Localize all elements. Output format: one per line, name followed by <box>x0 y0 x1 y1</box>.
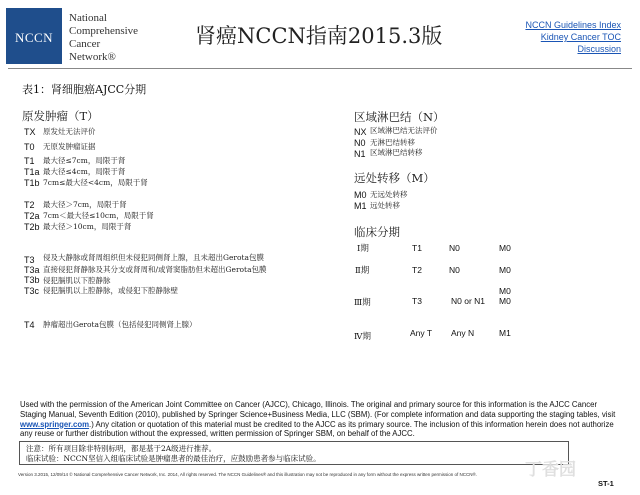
stage-n: N0 <box>449 243 460 253</box>
n-code: NX <box>354 127 367 137</box>
stage-m: M1 <box>499 328 511 338</box>
discussion-link[interactable]: Discussion <box>577 44 621 54</box>
metastasis-heading: 远处转移（M） <box>354 171 435 185</box>
guidelines-index-link[interactable]: NCCN Guidelines Index <box>525 20 621 30</box>
t-code: T2 <box>24 200 35 210</box>
clinical-stage-heading: 临床分期 <box>354 225 400 239</box>
stage-label: Ⅲ期 <box>354 298 371 308</box>
stage-t: T1 <box>412 243 422 253</box>
stage-t: T3 <box>412 296 422 306</box>
organization-name <box>69 12 138 64</box>
m-description: 远处转移 <box>370 201 400 210</box>
springer-link[interactable]: www.springer.com <box>20 419 90 429</box>
page-number: ST-1 <box>598 479 614 488</box>
stage-label: Ⅳ期 <box>354 332 371 342</box>
t-description: 最大径＞10cm，局限于肾 <box>43 222 132 231</box>
stage-m: M0 <box>499 296 511 306</box>
n-description: 区域淋巴结无法评价 <box>370 126 438 135</box>
t-description: 直接侵犯肾静脉及其分支或肾周和/或肾窦脂肪但未超出Gerota包膜 <box>43 265 267 274</box>
t-code: T3a <box>24 265 40 275</box>
logo-text: NCCN <box>14 30 54 45</box>
permission-text <box>20 400 625 439</box>
t-description: 侵及大静脉或肾周组织但未侵犯同侧肾上腺，且未超出Gerota包膜 <box>43 253 265 262</box>
t-code: T3 <box>24 255 35 265</box>
t-code: T4 <box>24 320 35 330</box>
stage-n: Any N <box>451 328 475 338</box>
t-description: 7cm≤最大径<4cm，局限于肾 <box>43 178 148 187</box>
stage-n: N0 or N1 <box>451 296 486 306</box>
t-description: 原发灶无法评价 <box>43 127 96 136</box>
m-description: 无远处转移 <box>370 190 408 199</box>
header-divider <box>8 68 632 69</box>
watermark: 丁香园 <box>525 460 576 479</box>
org-line: National <box>69 12 107 24</box>
table-caption: 表1：肾细胞癌AJCC分期 <box>22 83 147 96</box>
t-code: T3c <box>24 286 40 296</box>
n-description: 区域淋巴结转移 <box>370 148 423 157</box>
org-line: Cancer <box>69 38 101 50</box>
t-description: 肿瘤超出Gerota包膜（包括侵犯同侧肾上腺） <box>43 320 197 329</box>
t-code: T1a <box>24 167 40 177</box>
permission-text-end: .) Any citation or quotation of this material must be credited to the AJCC as its primary source. The inclusion of this information herein does not authorize any reuse or further distribution without the expressed, written permission of Springer SBM, on behalf of the AJCC. <box>20 419 614 439</box>
n-code: N0 <box>354 138 366 148</box>
top-links <box>525 19 621 55</box>
stage-m: M0 <box>499 265 511 275</box>
note-evidence: 注意：所有项目除非特别标明，都是基于2A级进行推荐。 <box>26 444 217 453</box>
note-clinical-trials: 临床试验：NCCN坚信入组临床试验是肿瘤患者的最佳治疗，应鼓励患者参与临床试验。 <box>26 454 321 463</box>
t-description: 无原发肿瘤证据 <box>43 142 96 151</box>
t-description: 侵犯膈肌以上腔静脉，或侵犯下腔静脉壁 <box>43 286 178 295</box>
permission-text-start: Used with the permission of the American Joint Committee on Cancer (AJCC), Chicago, Illinois. The original and primary source for this information is the AJCC Cancer Staging Manual, Seventh Edition (2010), published by Springer Science+Business Media, LLC (SBM). (For complete information and data supporting the staging tables, visit <box>20 400 616 419</box>
t-code: T3b <box>24 275 40 285</box>
t-description: 最大径≤7cm，局限于肾 <box>43 156 126 165</box>
t-description: 7cm＜最大径≤10cm，局限于肾 <box>43 211 154 220</box>
t-code: T0 <box>24 142 35 152</box>
t-description: 侵犯膈肌以下腔静脉 <box>43 276 111 285</box>
t-code: TX <box>24 127 36 137</box>
stage-label: Ⅰ期 <box>357 244 369 254</box>
t-code: T2b <box>24 222 40 232</box>
t-description: 最大径＞7cm，局限于肾 <box>43 200 127 209</box>
m-code: M1 <box>354 201 367 211</box>
t-description: 最大径≤4cm，局限于肾 <box>43 167 126 176</box>
page-title: 肾癌NCCN指南2015.3版 <box>195 24 443 48</box>
stage-n: N0 <box>449 265 460 275</box>
n-code: N1 <box>354 149 366 159</box>
t-code: T2a <box>24 211 40 221</box>
n-description: 无淋巴结转移 <box>370 138 415 147</box>
m-code: M0 <box>354 190 367 200</box>
primary-tumor-heading: 原发肿瘤（T） <box>22 109 99 123</box>
stage-t: Any T <box>410 328 433 338</box>
version-copyright: Version 3.2015, 12/09/14 © National Comprehensive Cancer Network, Inc. 2014, All rights reserved. The NCCN Guidelines® and this illustration may not be reproduced in any form without the express written permission of NCCN®. <box>18 472 478 477</box>
regional-nodes-heading: 区域淋巴结（N） <box>354 110 445 124</box>
t-code: T1b <box>24 178 40 188</box>
kidney-cancer-toc-link[interactable]: Kidney Cancer TOC <box>540 32 621 42</box>
stage-m: M0 <box>499 243 511 253</box>
stage-label: Ⅱ期 <box>355 266 370 276</box>
org-line: Network® <box>69 51 116 63</box>
stage-t: T2 <box>412 265 422 275</box>
stage-m-extra: M0 <box>499 286 511 296</box>
t-code: T1 <box>24 156 35 166</box>
org-line: Comprehensive <box>69 25 139 37</box>
notes-box <box>19 441 569 465</box>
